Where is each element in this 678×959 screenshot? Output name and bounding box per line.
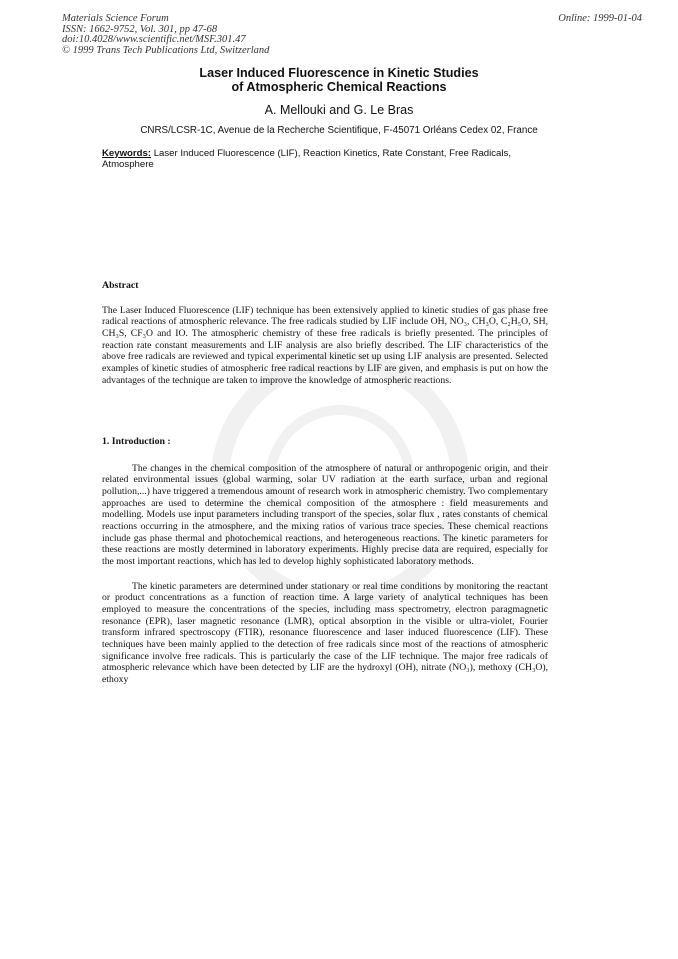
journal-header	[62, 14, 269, 56]
abstract-heading: Abstract	[102, 280, 139, 291]
abstract-text: The Laser Induced Fluorescence (LIF) technique has been extensively applied to kinetic studies of gas phase free radical reactions of atmospheric relevance. The free radicals studied by LIF include OH, NO₃, CH₃O, C₂H₅O, SH, CH₃S, CF₃O and IO. The atmospheric chemistry of these free radicals is briefly presented. The principles of reaction rate constant measurements and LIF analysis are also briefly described. The LIF characteristics of the above free radicals are reviewed and typical experimental kinetic set up using LIF analysis are presented. Selected examples of kinetic studies of atmospheric free radical reactions by LIF are given, and emphasis is put on how the advantages of the technique are taken to improve the knowledge of atmospheric reactions.	[102, 304, 548, 386]
abstract-section	[102, 280, 548, 386]
copyright-line: © 1999 Trans Tech Publications Ltd, Switzerland	[62, 44, 270, 56]
affiliation: CNRS/LCSR-1C, Avenue de la Recherche Scientifique, F-45071 Orléans Cedex 02, France	[140, 125, 538, 136]
keywords-text: Laser Induced Fluorescence (LIF), Reaction Kinetics, Rate Constant, Free Radicals, Atmosphere	[102, 148, 511, 171]
paper-title	[0, 66, 678, 94]
keywords	[102, 148, 552, 170]
title-line-2: of Atmospheric Chemical Reactions	[231, 80, 447, 95]
issn-line: ISSN: 1662-9752, Vol. 301, pp 47-68	[62, 23, 218, 35]
journal-name: Materials Science Forum	[62, 13, 169, 24]
intro-paragraph-2: The kinetic parameters are determined under stationary or real time conditions by monitoring the reactant or product concentrations as a function of reaction time. A large variety of analytical techniques has been employed to measure the concentrations of the species, including mass spectrometry, electron paragmagnetic resonance (EPR), laser magnetic resonance (LMR), optical absorption in the visible or ultra-violet, Fourier transform infrared spectroscopy (FTIR), resonance fluorescence and laser induced fluorescence (LIF). These techniques have been mainly applied to the detection of free radicals since most of the reactions of atmospheric significance involve free radicals. This is particularly the case of the LIF technique. The major free radicals of atmospheric relevance which have been detected by LIF are the hydroxyl (OH), nitrate (NO₃), methoxy (CH₃O), ethoxy	[102, 580, 548, 685]
doi-line[interactable]: doi:10.4028/www.scientific.net/MSF.301.47	[62, 34, 246, 46]
online-date: Online: 1999-01-04	[558, 13, 642, 24]
intro-paragraph-1: The changes in the chemical composition of the atmosphere of natural or anthropogenic origin, and their related environmental issues (global warming, solar UV radiation at the earth surface, urban and regional pollution,...) have triggered a tremendous amount of research work in atmospheric chemistry. Two complementary approaches are used to determine the chemical composition of the atmosphere : field measurements and modelling. Models use input parameters including transport of the species, solar flux , rates constants of chemical reactions occurring in the atmosphere, and the mixing ratios of various trace species. These chemical reactions include gas phase thermal and photochemical reactions, and heterogeneous reactions. The kinetic parameters for these reactions are mostly determined in laboratory experiments. Highly precise data are required, especially for the most important reactions, which has led to develop highly sophisticated laboratory methods.	[102, 462, 548, 567]
keywords-label: Keywords:	[102, 148, 152, 159]
title-line-1: Laser Induced Fluorescence in Kinetic Studies	[199, 66, 479, 80]
authors: A. Mellouki and G. Le Bras	[264, 103, 414, 117]
introduction-heading: 1. Introduction :	[102, 436, 171, 447]
introduction-section	[102, 436, 548, 685]
